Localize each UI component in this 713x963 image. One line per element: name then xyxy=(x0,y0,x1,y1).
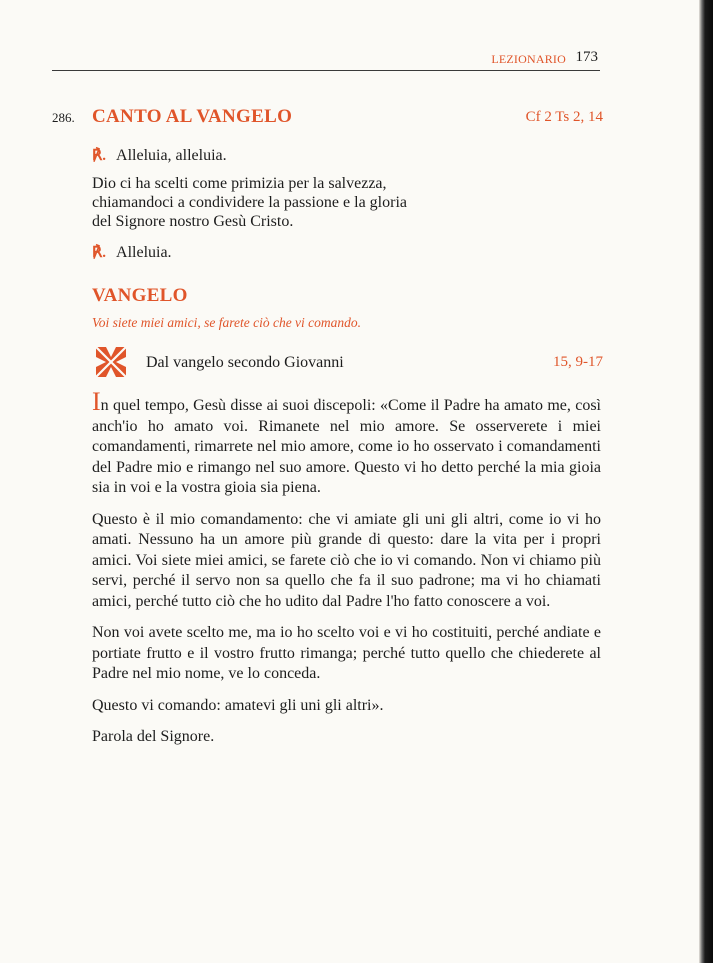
paragraph: Questo vi comando: amatevi gli uni gli altri». xyxy=(92,696,384,714)
drop-cap: I xyxy=(92,387,101,416)
gospel-title: VANGELO xyxy=(92,285,188,306)
canto-reference: Cf 2 Ts 2, 14 xyxy=(525,109,603,125)
gospel-subtitle: Voi siete miei amici, se farete ciò che vi comando. xyxy=(92,315,362,330)
paragraph xyxy=(92,387,601,499)
maltese-cross-icon xyxy=(94,345,128,379)
reading-number: 286. xyxy=(52,110,75,125)
gospel-source: Dal vangelo secondo Giovanni xyxy=(146,354,344,371)
book-spine-shadow xyxy=(699,0,713,963)
response-1 xyxy=(92,146,227,165)
running-header xyxy=(52,50,600,71)
response-1-text: Alleluia, alleluia. xyxy=(116,147,227,164)
paragraph-text: n quel tempo, Gesù disse ai suoi discepoli: «Come il Padre ha amato me, così anch'io ho amato voi. Rimanete nel mio amore. Se osserverete i miei comandamenti, rimarrete nel mio amore, come io ho osservato i comandamenti del Padre mio e rimango nel suo amore. Questo vi ho detto perché la mia gioia sia in voi e la vostra gioia sia piena. xyxy=(92,397,601,496)
gospel-reference: 15, 9-17 xyxy=(553,354,603,370)
canto-verse xyxy=(92,174,512,231)
verse-line: Dio ci ha scelti come primizia per la salvezza, xyxy=(92,175,387,192)
page-number: 173 xyxy=(575,49,598,65)
paragraph: Non voi avete scelto me, ma io ho scelto voi e vi ho costituiti, perché andiate e portiate frutto e il vostro frutto rimanga; perché tutto quello che chiederete al Padre nel mio nome, ve lo conceda. xyxy=(92,624,601,682)
closing-acclamation: Parola del Signore. xyxy=(92,728,215,745)
canto-title: CANTO AL VANGELO xyxy=(92,106,293,127)
section-label: LEZIONARIO xyxy=(491,52,566,66)
gospel-text xyxy=(92,387,601,759)
paragraph: Questo è il mio comandamento: che vi amiate gli uni gli altri, come io vi ho amati. Nessuno ha un amore più grande di questo: dare la vita per i propri amici. Voi siete miei amici, se farete ciò che io vi comando. Non vi chiamo più servi, perché il servo non sa quello che fa il suo padrone; ma vi ho chiamati amici, perché tutto ciò che ho udito dal Padre l'ho fatto conoscere a voi. xyxy=(92,510,601,610)
response-2 xyxy=(92,243,172,262)
response-2-text: Alleluia. xyxy=(116,244,172,261)
response-symbol: ℟. xyxy=(92,245,107,261)
verse-line: del Signore nostro Gesù Cristo. xyxy=(92,213,294,230)
response-symbol: ℟. xyxy=(92,148,107,164)
verse-line: chiamandoci a condividere la passione e la gloria xyxy=(92,194,407,211)
